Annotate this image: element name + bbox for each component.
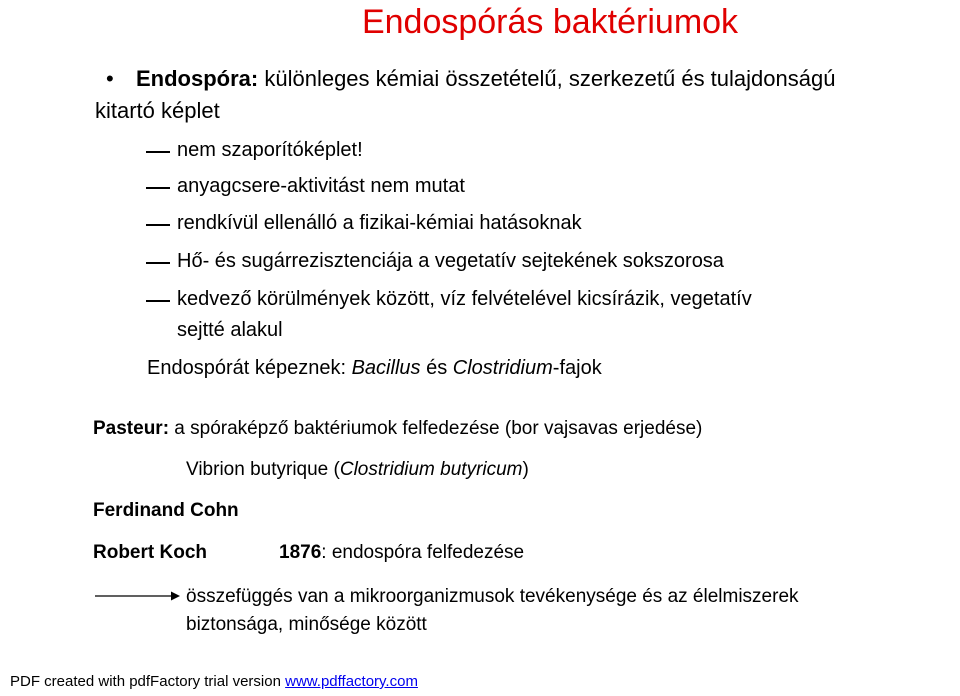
producers-line	[147, 356, 602, 380]
genus-clostridium: Clostridium	[452, 357, 553, 379]
cohn-name: Ferdinand Cohn	[93, 500, 239, 521]
vibrion-suffix: )	[522, 459, 529, 480]
koch-line	[279, 541, 524, 564]
intro-line-2: kitartó képlet	[95, 98, 220, 123]
vibrion-prefix: Vibrion butyrique (	[186, 459, 340, 480]
dash-icon	[146, 224, 170, 226]
sublist-item: Hő- és sugárrezisztenciája a vegetatív sejtekének sokszorosa	[177, 250, 724, 272]
arrow-right-icon	[95, 590, 181, 602]
vibrion-species: Clostridium butyricum	[339, 459, 523, 480]
sublist-item: nem szaporítóképlet!	[177, 139, 363, 161]
sublist-item: kedvező körülmények között, víz felvételével kicsírázik, vegetatív	[177, 288, 752, 310]
dash-icon	[146, 300, 170, 302]
koch-text: : endospóra felfedezése	[321, 542, 525, 563]
pasteur-text: a spóraképző baktériumok felfedezése (bor vajsavas erjedése)	[169, 418, 703, 439]
producers-prefix: Endospórát képeznek:	[147, 357, 352, 379]
intro-line-1	[136, 66, 835, 92]
sublist-continuation: sejtté alakul	[177, 319, 283, 341]
footer	[10, 673, 418, 691]
intro-term: Endospóra:	[136, 66, 259, 91]
pasteur-name: Pasteur:	[93, 418, 170, 439]
dash-icon	[146, 262, 170, 264]
bullet-dot: •	[106, 66, 114, 91]
sublist-item: rendkívül ellenálló a fizikai-kémiai hatásoknak	[177, 212, 582, 234]
pasteur-line	[93, 417, 702, 440]
conclusion-line-2: biztonsága, minősége között	[186, 614, 427, 635]
producers-suffix: -fajok	[552, 357, 602, 379]
conclusion-line-1: összefüggés van a mikroorganizmusok tevékenysége és az élelmiszerek	[186, 586, 799, 607]
footer-text: PDF created with pdfFactory trial version	[10, 673, 286, 690]
dash-icon	[146, 151, 170, 153]
sublist-item: anyagcsere-aktivitást nem mutat	[177, 175, 465, 197]
dash-icon	[146, 187, 170, 189]
page-title: Endospórás baktériumok	[361, 3, 739, 41]
genus-bacillus: Bacillus	[351, 357, 421, 379]
producers-middle: és	[420, 357, 453, 379]
koch-year: 1876	[279, 542, 322, 563]
intro-text: különleges kémiai összetételű, szerkezetű és tulajdonságú	[258, 66, 836, 91]
vibrion-line	[186, 458, 529, 481]
koch-name: Robert Koch	[93, 542, 207, 563]
footer-link[interactable]: www.pdffactory.com	[285, 673, 418, 690]
